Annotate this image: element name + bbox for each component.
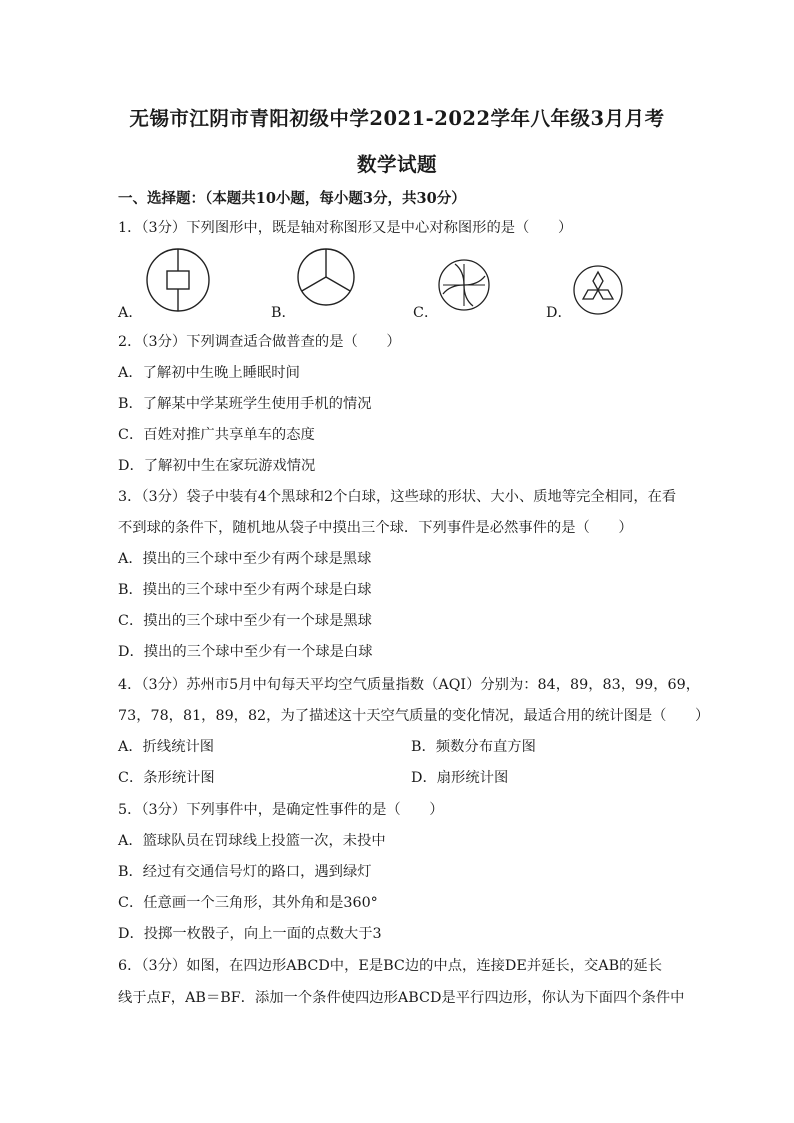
circle-pinwheel-figure-icon xyxy=(437,258,491,312)
q2-option-a: A．了解初中生晚上睡眠时间 xyxy=(118,365,300,381)
q1-option-c-label: C． xyxy=(413,305,439,321)
section-heading: 一、选择题：（本题共10小题，每小题3分，共30分） xyxy=(118,190,466,207)
q3-option-a: A．摸出的三个球中至少有两个球是黑球 xyxy=(118,551,372,567)
q4-option-b: B．频数分布直方图 xyxy=(411,739,536,755)
question-4-stem-line1: 4．（3分）苏州市5月中旬每天平均空气质量指数（AQI）分别为：84，89，83，99，69， xyxy=(118,677,700,693)
document-title: 无锡市江阴市青阳初级中学2021-2022学年八年级3月月考 xyxy=(129,107,665,130)
question-1-stem: 1．（3分）下列图形中，既是轴对称图形又是中心对称图形的是（ ） xyxy=(118,220,573,236)
question-3-stem-line2: 不到球的条件下，随机地从袋子中摸出三个球．下列事件是必然事件的是（ ） xyxy=(118,520,633,536)
q4-option-d: D．扇形统计图 xyxy=(411,770,509,786)
circle-three-diamonds-figure-icon xyxy=(572,264,624,316)
q4-option-c: C．条形统计图 xyxy=(118,770,215,786)
q5-option-d: D．投掷一枚骰子，向上一面的点数大于3 xyxy=(118,926,382,942)
q3-option-d: D．摸出的三个球中至少有一个球是白球 xyxy=(118,644,373,660)
question-6-stem-line1: 6．（3分）如图，在四边形ABCD中，E是BC边的中点，连接DE并延长，交AB的延长 xyxy=(118,958,663,974)
q4-option-a: A．折线统计图 xyxy=(118,739,215,755)
q2-option-d: D．了解初中生在家玩游戏情况 xyxy=(118,458,316,474)
q3-option-c: C．摸出的三个球中至少有一个球是黑球 xyxy=(118,613,372,629)
q5-option-a: A．篮球队员在罚球线上投篮一次，未投中 xyxy=(118,833,386,849)
circle-rectangle-figure-icon xyxy=(145,247,211,313)
q1-option-d-label: D． xyxy=(546,305,572,321)
question-5-stem: 5．（3分）下列事件中，是确定性事件的是（ ） xyxy=(118,802,444,818)
question-4-stem-line2: 73，78，81，89，82，为了描述这十天空气质量的变化情况，最适合用的统计图是（ ） xyxy=(118,708,710,724)
question-2-stem: 2．（3分）下列调查适合做普查的是（ ） xyxy=(118,334,401,350)
q1-option-b-label: B． xyxy=(271,305,296,321)
question-6-stem-line2: 线于点F，AB＝BF．添加一个条件使四边形ABCD是平行四边形，你认为下面四个条件中 xyxy=(118,990,685,1006)
q5-option-b: B．经过有交通信号灯的路口，遇到绿灯 xyxy=(118,864,372,880)
q2-option-b: B．了解某中学某班学生使用手机的情况 xyxy=(118,396,372,412)
document-subtitle: 数学试题 xyxy=(356,153,437,176)
question-3-stem-line1: 3．（3分）袋子中装有4个黑球和2个白球，这些球的形状、大小、质地等完全相同，在看 xyxy=(118,489,677,505)
q1-option-a-label: A． xyxy=(118,305,143,321)
q3-option-b: B．摸出的三个球中至少有两个球是白球 xyxy=(118,582,372,598)
circle-y-spokes-figure-icon xyxy=(296,247,356,307)
q2-option-c: C．百姓对推广共享单车的态度 xyxy=(118,427,315,443)
q5-option-c: C．任意画一个三角形，其外角和是360° xyxy=(118,895,378,911)
